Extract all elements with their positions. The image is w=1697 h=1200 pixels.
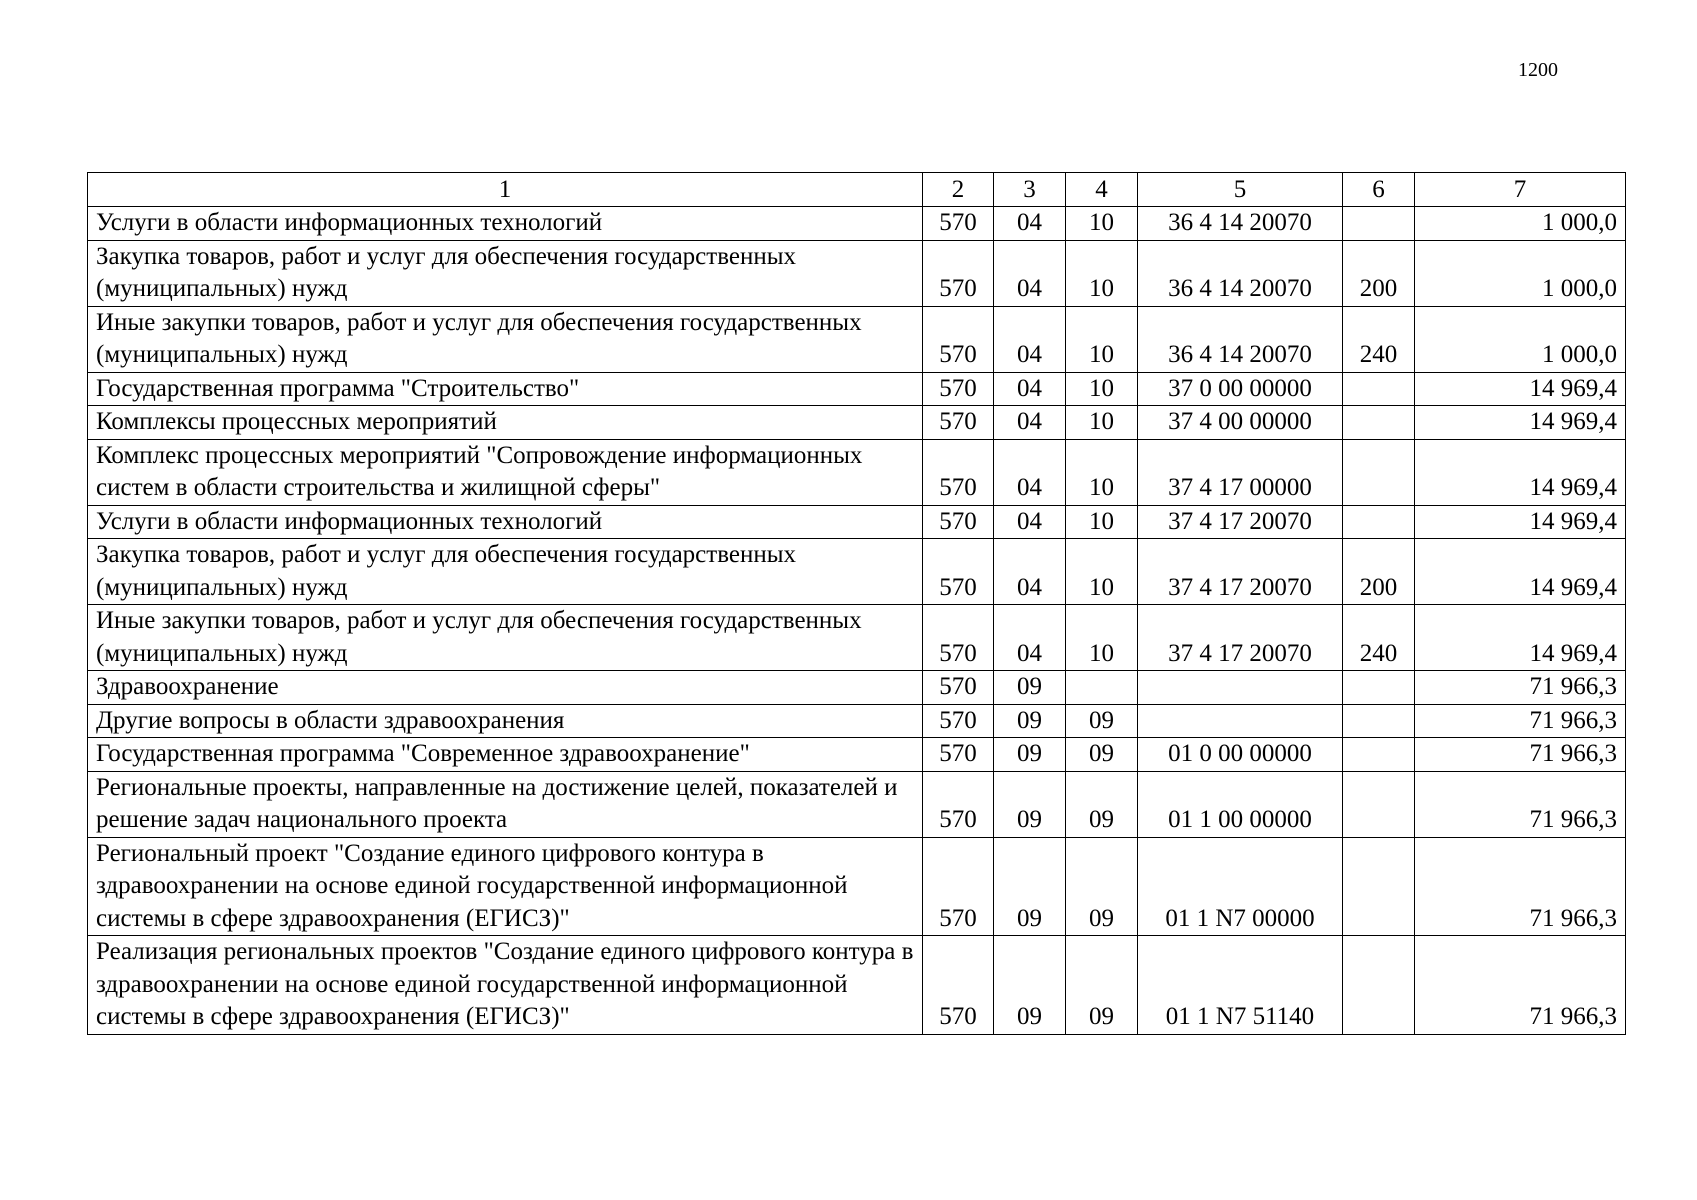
row-name: Здравоохранение (88, 671, 923, 705)
row-col-5: 37 4 17 20070 (1138, 605, 1343, 671)
table-row (88, 539, 1626, 605)
row-col-3: 04 (994, 406, 1066, 440)
row-col-4: 10 (1066, 372, 1138, 406)
row-amount: 1 000,0 (1415, 207, 1626, 241)
row-col-3: 04 (994, 539, 1066, 605)
row-col-4: 09 (1066, 837, 1138, 936)
row-col-3: 04 (994, 306, 1066, 372)
table-row (88, 738, 1626, 772)
row-col-6: 240 (1343, 306, 1415, 372)
row-col-5: 37 4 00 00000 (1138, 406, 1343, 440)
table-row (88, 605, 1626, 671)
row-col-5: 01 1 N7 51140 (1138, 936, 1343, 1035)
row-name: Государственная программа "Современное здравоохранение" (88, 738, 923, 772)
table-row (88, 306, 1626, 372)
row-col-4: 10 (1066, 306, 1138, 372)
row-amount: 14 969,4 (1415, 406, 1626, 440)
row-col-2: 570 (923, 306, 994, 372)
row-name: Закупка товаров, работ и услуг для обеспечения государственных (муниципальных) нужд (88, 539, 923, 605)
row-amount: 71 966,3 (1415, 837, 1626, 936)
row-col-4: 10 (1066, 207, 1138, 241)
row-col-5: 37 4 17 00000 (1138, 439, 1343, 505)
row-col-5: 37 4 17 20070 (1138, 505, 1343, 539)
row-col-2: 570 (923, 605, 994, 671)
budget-table (87, 172, 1626, 1035)
row-col-5: 36 4 14 20070 (1138, 306, 1343, 372)
row-name: Государственная программа "Строительство" (88, 372, 923, 406)
row-amount: 14 969,4 (1415, 439, 1626, 505)
row-name: Комплекс процессных мероприятий "Сопровождение информационных систем в области строительства и жилищной сферы" (88, 439, 923, 505)
row-col-2: 570 (923, 671, 994, 705)
row-amount: 71 966,3 (1415, 771, 1626, 837)
table-row (88, 372, 1626, 406)
row-col-4: 10 (1066, 439, 1138, 505)
row-col-3: 04 (994, 372, 1066, 406)
row-amount: 71 966,3 (1415, 936, 1626, 1035)
row-col-5: 01 1 00 00000 (1138, 771, 1343, 837)
row-amount: 71 966,3 (1415, 704, 1626, 738)
row-name: Иные закупки товаров, работ и услуг для обеспечения государственных (муниципальных) нужд (88, 605, 923, 671)
table-row (88, 671, 1626, 705)
row-col-4: 09 (1066, 936, 1138, 1035)
row-col-6 (1343, 771, 1415, 837)
row-col-2: 570 (923, 439, 994, 505)
row-col-4: 09 (1066, 704, 1138, 738)
table-row (88, 837, 1626, 936)
row-col-6 (1343, 671, 1415, 705)
header-col-6: 6 (1343, 173, 1415, 207)
header-col-5: 5 (1138, 173, 1343, 207)
row-col-6 (1343, 406, 1415, 440)
row-amount: 1 000,0 (1415, 306, 1626, 372)
row-col-2: 570 (923, 372, 994, 406)
row-col-5: 37 4 17 20070 (1138, 539, 1343, 605)
row-col-5: 01 1 N7 00000 (1138, 837, 1343, 936)
row-col-2: 570 (923, 539, 994, 605)
row-amount: 14 969,4 (1415, 372, 1626, 406)
header-col-4: 4 (1066, 173, 1138, 207)
row-col-6 (1343, 439, 1415, 505)
row-col-4 (1066, 671, 1138, 705)
row-name: Закупка товаров, работ и услуг для обеспечения государственных (муниципальных) нужд (88, 240, 923, 306)
row-name: Реализация региональных проектов "Создание единого цифрового контура в здравоохранении на основе единой государственной информационной системы в сфере здравоохранения (ЕГИСЗ)" (88, 936, 923, 1035)
row-amount: 14 969,4 (1415, 605, 1626, 671)
row-amount: 14 969,4 (1415, 539, 1626, 605)
table-row (88, 936, 1626, 1035)
row-col-3: 09 (994, 704, 1066, 738)
row-col-2: 570 (923, 240, 994, 306)
row-col-6 (1343, 738, 1415, 772)
row-col-5: 36 4 14 20070 (1138, 240, 1343, 306)
row-col-3: 04 (994, 505, 1066, 539)
row-col-2: 570 (923, 505, 994, 539)
row-col-6: 200 (1343, 539, 1415, 605)
table-row (88, 406, 1626, 440)
row-name: Другие вопросы в области здравоохранения (88, 704, 923, 738)
row-amount: 71 966,3 (1415, 738, 1626, 772)
row-amount: 14 969,4 (1415, 505, 1626, 539)
row-name: Услуги в области информационных технологий (88, 207, 923, 241)
row-col-6 (1343, 505, 1415, 539)
header-col-2: 2 (923, 173, 994, 207)
table-row (88, 240, 1626, 306)
row-col-4: 09 (1066, 771, 1138, 837)
row-col-5: 01 0 00 00000 (1138, 738, 1343, 772)
header-col-1: 1 (88, 173, 923, 207)
row-col-3: 04 (994, 439, 1066, 505)
row-col-5: 37 0 00 00000 (1138, 372, 1343, 406)
row-col-3: 09 (994, 837, 1066, 936)
row-col-3: 09 (994, 936, 1066, 1035)
row-name: Иные закупки товаров, работ и услуг для обеспечения государственных (муниципальных) нужд (88, 306, 923, 372)
row-col-4: 10 (1066, 240, 1138, 306)
header-row (88, 173, 1626, 207)
row-col-2: 570 (923, 207, 994, 241)
row-col-3: 04 (994, 605, 1066, 671)
row-col-6: 200 (1343, 240, 1415, 306)
row-col-5: 36 4 14 20070 (1138, 207, 1343, 241)
row-amount: 71 966,3 (1415, 671, 1626, 705)
row-col-4: 10 (1066, 505, 1138, 539)
row-col-2: 570 (923, 837, 994, 936)
row-col-2: 570 (923, 771, 994, 837)
row-amount: 1 000,0 (1415, 240, 1626, 306)
header-col-3: 3 (994, 173, 1066, 207)
row-name: Региональные проекты, направленные на достижение целей, показателей и решение задач национального проекта (88, 771, 923, 837)
row-col-2: 570 (923, 936, 994, 1035)
table-row (88, 207, 1626, 241)
row-col-5 (1138, 704, 1343, 738)
table-row (88, 505, 1626, 539)
table-row (88, 439, 1626, 505)
row-name: Комплексы процессных мероприятий (88, 406, 923, 440)
header-col-7: 7 (1415, 173, 1626, 207)
row-col-4: 10 (1066, 539, 1138, 605)
page-number: 1200 (1518, 59, 1558, 81)
row-col-5 (1138, 671, 1343, 705)
row-col-6 (1343, 704, 1415, 738)
table-row (88, 704, 1626, 738)
row-name: Региональный проект "Создание единого цифрового контура в здравоохранении на основе единой государственной информационной системы в сфере здравоохранения (ЕГИСЗ)" (88, 837, 923, 936)
row-col-4: 10 (1066, 605, 1138, 671)
row-col-3: 09 (994, 771, 1066, 837)
row-col-2: 570 (923, 738, 994, 772)
row-name: Услуги в области информационных технологий (88, 505, 923, 539)
row-col-6 (1343, 936, 1415, 1035)
row-col-3: 09 (994, 671, 1066, 705)
row-col-4: 09 (1066, 738, 1138, 772)
row-col-3: 04 (994, 240, 1066, 306)
row-col-6 (1343, 837, 1415, 936)
row-col-3: 09 (994, 738, 1066, 772)
row-col-6: 240 (1343, 605, 1415, 671)
row-col-4: 10 (1066, 406, 1138, 440)
row-col-6 (1343, 207, 1415, 241)
row-col-3: 04 (994, 207, 1066, 241)
table-row (88, 771, 1626, 837)
row-col-6 (1343, 372, 1415, 406)
row-col-2: 570 (923, 406, 994, 440)
row-col-2: 570 (923, 704, 994, 738)
